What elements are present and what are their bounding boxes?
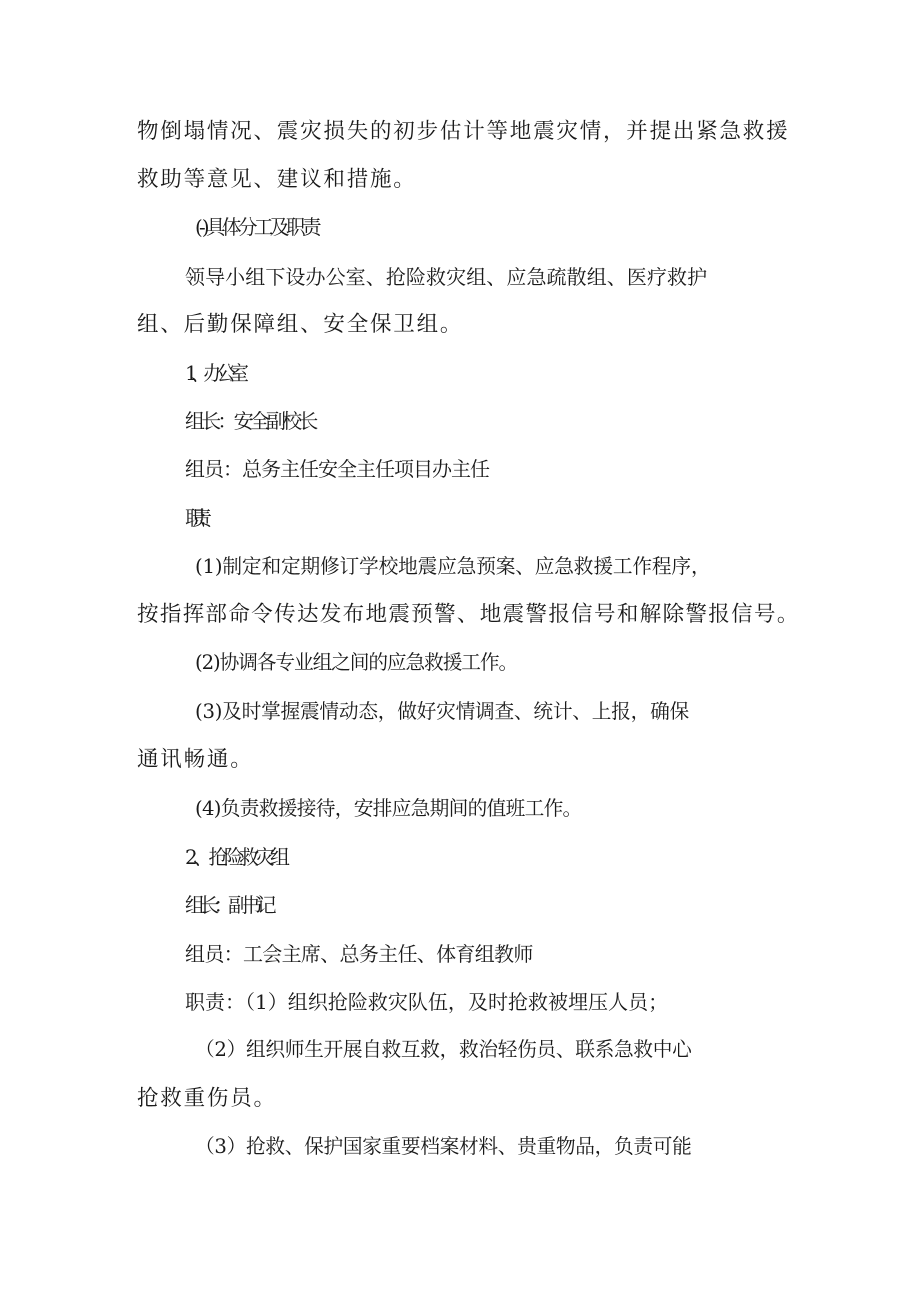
paragraph-line: 组长：安全副校长 [185, 409, 315, 433]
subsection-heading: 2、抢险救灾组 [185, 845, 286, 869]
paragraph-line: 职责：（1）组织抢险救灾队伍，及时抢救被埋压人员； [185, 990, 669, 1014]
paragraph-line: 物倒塌情况、震灾损失的初步估计等地震灾情，并提出紧急救援 [137, 119, 790, 144]
paragraph-line: 组员：总务主任安全主任项目办主任 [185, 457, 490, 481]
paragraph-line: 抢救重伤员。 [137, 1086, 277, 1111]
paragraph-line: (1)制定和定期修订学校地震应急预案、应急救援工作程序， [195, 555, 711, 578]
paragraph-line: 救助等意见、建议和措施。 [137, 167, 417, 192]
paragraph-line: (2)协调各专业组之间的应急救援工作。 [195, 651, 518, 674]
paragraph-line: (4)负责救援接待，安排应急期间的值班工作。 [195, 797, 582, 820]
paragraph-line: 组员：工会主席、总务主任、体育组教师 [185, 942, 533, 966]
paragraph-line: 按指挥部命令传达发布地震预警、地震警报信号和解除警报信号。 [137, 602, 800, 627]
paragraph-line: 组、后勤保障组、安全保卫组。 [137, 312, 464, 337]
paragraph-line: 职责： [185, 506, 206, 530]
paragraph-line: （3）抢救、保护国家重要档案材料、贵重物品，负责可能 [195, 1135, 692, 1158]
section-heading: (-)具体分工及职责 [195, 216, 318, 239]
paragraph-line: （2）组织师生开展自救互救，救治轻伤员、联系急救中心 [195, 1038, 692, 1061]
paragraph-line: 通讯畅通。 [137, 747, 254, 772]
paragraph-line: (3)及时掌握震情动态，做好灾情调查、统计、上报，确保 [195, 700, 689, 723]
subsection-heading: 1、办公室 [185, 361, 242, 385]
paragraph-line: 领导小组下设办公室、抢险救灾组、应急疏散组、医疗救护 [185, 265, 708, 289]
paragraph-line: 组长：副书记 [185, 893, 271, 917]
